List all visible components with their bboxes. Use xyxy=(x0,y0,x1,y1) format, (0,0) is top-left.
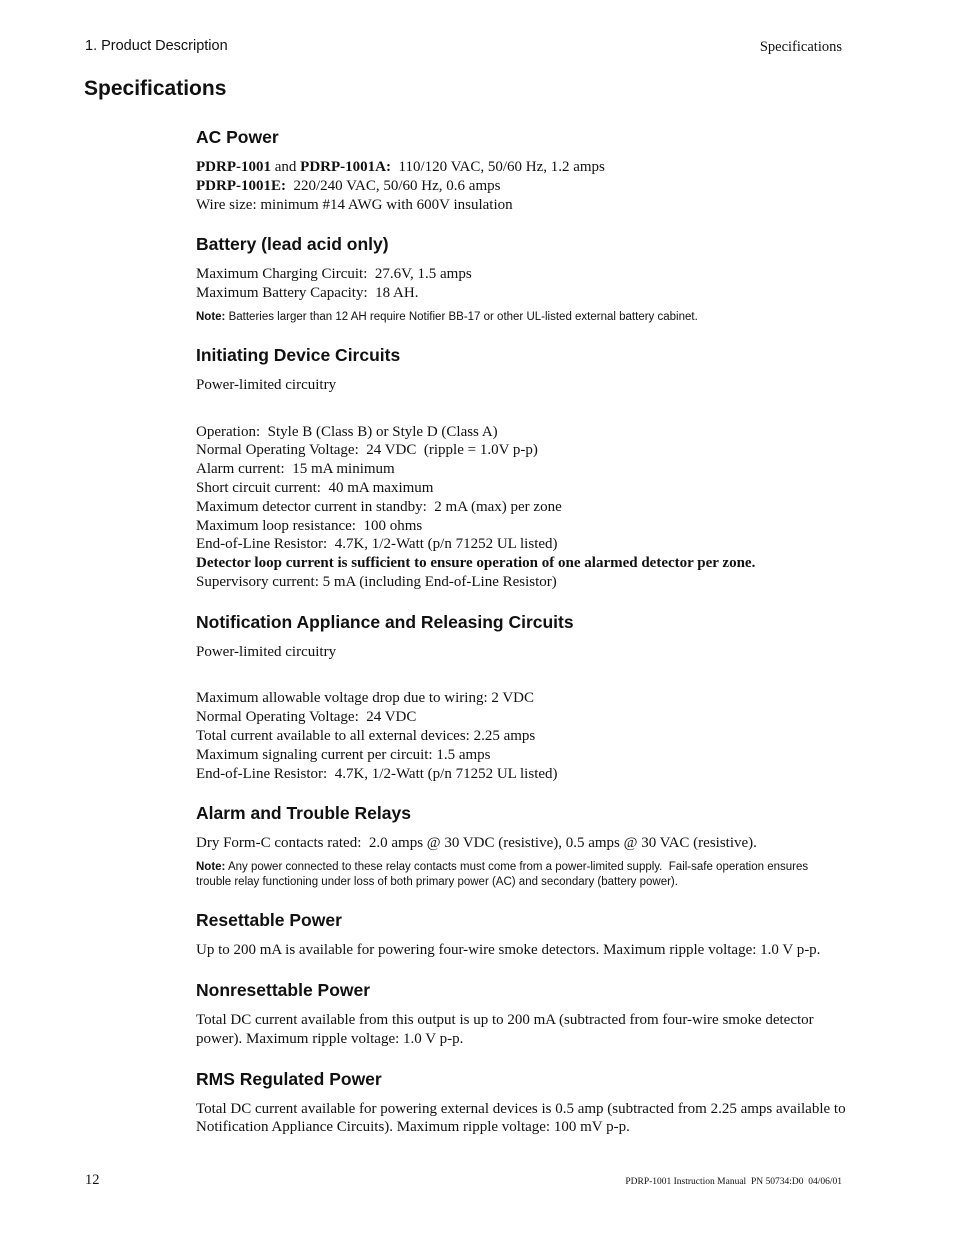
notification-line: Normal Operating Voltage: 24 VDC xyxy=(196,709,417,726)
notification-line: End-of-Line Resistor: 4.7K, 1/2-Watt (p/n 71252 UL listed) xyxy=(196,765,558,782)
initiating-line: Supervisory current: 5 mA (including End-of-Line Resistor) xyxy=(196,573,557,590)
note-text: Batteries larger than 12 AH require Notifier BB-17 or other UL-listed external battery cabinet. xyxy=(225,310,698,323)
heading-notification-circuits: Notification Appliance and Releasing Circuits xyxy=(196,611,574,632)
resettable-text: Up to 200 mA is available for powering four-wire smoke detectors. Maximum ripple voltage: 1.0 V p-p. xyxy=(196,942,821,959)
section-initiating-device-circuits xyxy=(196,342,846,592)
initiating-line: Operation: Style B (Class B) or Style D (Class A) xyxy=(196,423,498,440)
heading-nonresettable-power: Nonresettable Power xyxy=(196,979,371,1000)
page-title: Specifications xyxy=(84,77,227,100)
section-battery xyxy=(196,231,846,325)
ac-power-line-3: Wire size: minimum #14 AWG with 600V insulation xyxy=(196,196,513,213)
section-rms-regulated-power xyxy=(196,1066,846,1138)
ac-power-value-2: 220/240 VAC, 50/60 Hz, 0.6 amps xyxy=(286,177,501,194)
initiating-line: Alarm current: 15 mA minimum xyxy=(196,461,395,478)
section-nonresettable-power xyxy=(196,977,846,1049)
nonresettable-text: Total DC current available from this output is up to 200 mA (subtracted from four-wire smoke detector power). Maximum ripple voltage: 1.0 V p-p. xyxy=(196,1011,814,1047)
initiating-specs xyxy=(196,404,846,592)
section-notification-circuits xyxy=(196,609,846,784)
notification-line: Maximum signaling current per circuit: 1.5 amps xyxy=(196,746,491,763)
heading-resettable-power: Resettable Power xyxy=(196,910,342,931)
note-text: Any power connected to these relay contacts must come from a power-limited supply. Fail-safe operation ensures trouble relay functioning under loss of both primary power (AC) and secondary (battery power). xyxy=(196,861,812,889)
heading-relays: Alarm and Trouble Relays xyxy=(196,803,411,824)
initiating-line: End-of-Line Resistor: 4.7K, 1/2-Watt (p/n 71252 UL listed) xyxy=(196,536,558,553)
initiating-line: Maximum detector current in standby: 2 mA (max) per zone xyxy=(196,498,562,515)
notification-line: Maximum allowable voltage drop due to wiring: 2 VDC xyxy=(196,690,535,707)
and-text: and xyxy=(271,159,301,175)
relays-note xyxy=(196,860,846,890)
battery-line: Maximum Battery Capacity: 18 AH. xyxy=(196,285,419,302)
note-label: Note: xyxy=(196,310,226,323)
rms-text: Total DC current available for powering external devices is 0.5 amp (subtracted from 2.25 amps available to Notification Appliance Circuits). Maximum ripple voltage: 100 mV p-p. xyxy=(196,1100,846,1136)
ac-power-text xyxy=(196,158,846,214)
relays-text: Dry Form-C contacts rated: 2.0 amps @ 30 VDC (resistive), 0.5 amps @ 30 VAC (resistive). xyxy=(196,835,757,852)
notification-line: Total current available to all external devices: 2.25 amps xyxy=(196,727,536,744)
heading-battery: Battery (lead acid only) xyxy=(196,234,389,255)
heading-ac-power: AC Power xyxy=(196,127,279,147)
initiating-line: Normal Operating Voltage: 24 VDC (ripple = 1.0V p-p) xyxy=(196,442,538,459)
notification-specs xyxy=(196,671,846,784)
initiating-bold-line: Detector loop current is sufficient to ensure operation of one alarmed detector per zone. xyxy=(196,555,756,572)
heading-rms-regulated-power: RMS Regulated Power xyxy=(196,1068,382,1089)
initiating-intro: Power-limited circuitry xyxy=(196,376,337,393)
initiating-line: Short circuit current: 40 mA maximum xyxy=(196,479,434,496)
section-resettable-power xyxy=(196,907,846,960)
ac-power-line-2 xyxy=(196,177,846,196)
note-label: Note: xyxy=(196,861,226,874)
model-pdrp-1001e: PDRP-1001E: xyxy=(196,177,286,194)
section-ac-power xyxy=(196,124,846,214)
battery-note xyxy=(196,310,846,325)
model-pdrp-1001a: PDRP-1001A: xyxy=(300,159,391,175)
battery-line: Maximum Charging Circuit: 27.6V, 1.5 amps xyxy=(196,266,472,283)
heading-initiating-device-circuits: Initiating Device Circuits xyxy=(196,344,401,365)
initiating-line: Maximum loop resistance: 100 ohms xyxy=(196,517,423,534)
running-header-section: 1. Product Description xyxy=(85,38,228,54)
battery-text xyxy=(196,265,846,303)
page-number: 12 xyxy=(85,1172,100,1188)
specifications-content xyxy=(196,124,846,1154)
document-info: PDRP-1001 Instruction Manual PN 50734:D0 04/06/01 xyxy=(625,1177,842,1187)
section-relays xyxy=(196,800,846,890)
running-header-title: Specifications xyxy=(759,39,842,55)
model-pdrp-1001: PDRP-1001 xyxy=(196,159,271,175)
notification-intro: Power-limited circuitry xyxy=(196,643,337,660)
ac-power-value-1: 110/120 VAC, 50/60 Hz, 1.2 amps xyxy=(391,159,605,175)
ac-power-line-1 xyxy=(196,158,846,177)
